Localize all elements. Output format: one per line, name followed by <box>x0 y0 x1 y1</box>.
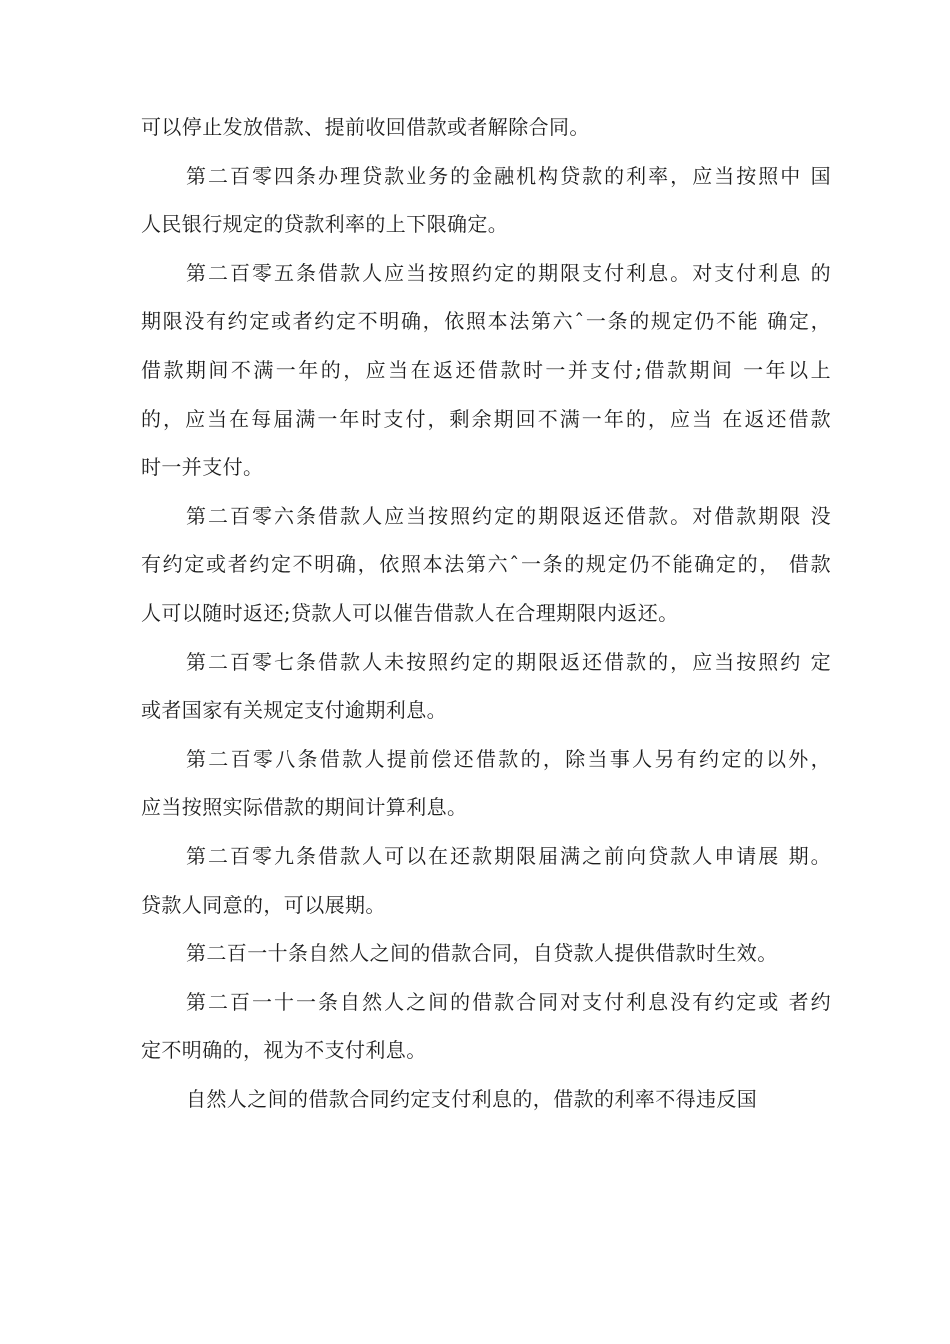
text-line: 时一并支付。 <box>141 455 264 480</box>
text-line: 第二百一十条自然人之间的借款合同，自贷款人提供借款时生效。 <box>186 941 778 966</box>
para-article-211-2 <box>141 1075 831 1124</box>
text-line: 第二百一十一条自然人之间的借款合同对支付利息没有约定或 者约 <box>186 989 831 1014</box>
text-line: 第二百零九条借款人可以在还款期限届满之前向贷款人申请展 期。 <box>186 843 831 868</box>
para-article-207 <box>141 638 831 735</box>
para-article-206 <box>141 492 831 638</box>
para-article-205 <box>141 249 831 492</box>
para-article-208 <box>141 735 831 832</box>
para-article-211 <box>141 978 831 1075</box>
text-line: 应当按照实际借款的期间计算利息。 <box>141 795 468 820</box>
text-line: 第二百零八条借款人提前偿还借款的，除当事人另有约定的以外， <box>186 746 831 771</box>
text-line: 人可以随时返还;贷款人可以催告借款人在合理期限内返还。 <box>141 600 679 625</box>
text-line: 人民银行规定的贷款利率的上下限确定。 <box>141 212 509 237</box>
text-line: 期限没有约定或者约定不明确，依照本法第六ˆ一条的规定仍不能 确定， <box>141 309 831 334</box>
text-line: 有约定或者约定不明确，依照本法第六ˆ一条的规定仍不能确定的， 借款 <box>141 552 831 577</box>
text-line: 第二百零七条借款人未按照约定的期限返还借款的，应当按照约 定 <box>186 649 831 674</box>
para-continuation <box>141 103 831 152</box>
text-line: 的，应当在每届满一年时支付，剩余期回不满一年的，应当 在返还借款 <box>141 406 831 431</box>
para-article-204 <box>141 152 831 249</box>
text-line: 自然人之间的借款合同约定支付利息的，借款的利率不得违反国 <box>186 1086 758 1111</box>
text-line: 可以停止发放借款、提前收回借款或者解除合同。 <box>141 115 590 139</box>
document-body <box>141 103 831 1123</box>
text-line: 借款期间不满一年的，应当在返还借款时一并支付;借款期间 一年以上 <box>141 357 831 382</box>
para-article-210 <box>141 929 831 978</box>
text-line: 贷款人同意的，可以展期。 <box>141 892 386 917</box>
text-line: 或者国家有关规定支付逾期利息。 <box>141 698 447 723</box>
text-line: 定不明确的，视为不支付利息。 <box>141 1038 427 1063</box>
text-line: 第二百零五条借款人应当按照约定的期限支付利息。对支付利息 的 <box>186 260 831 285</box>
text-line: 第二百零六条借款人应当按照约定的期限返还借款。对借款期限 没 <box>186 503 831 528</box>
para-article-209 <box>141 832 831 929</box>
text-line: 第二百零四条办理贷款业务的金融机构贷款的利率，应当按照中 国 <box>186 163 831 188</box>
